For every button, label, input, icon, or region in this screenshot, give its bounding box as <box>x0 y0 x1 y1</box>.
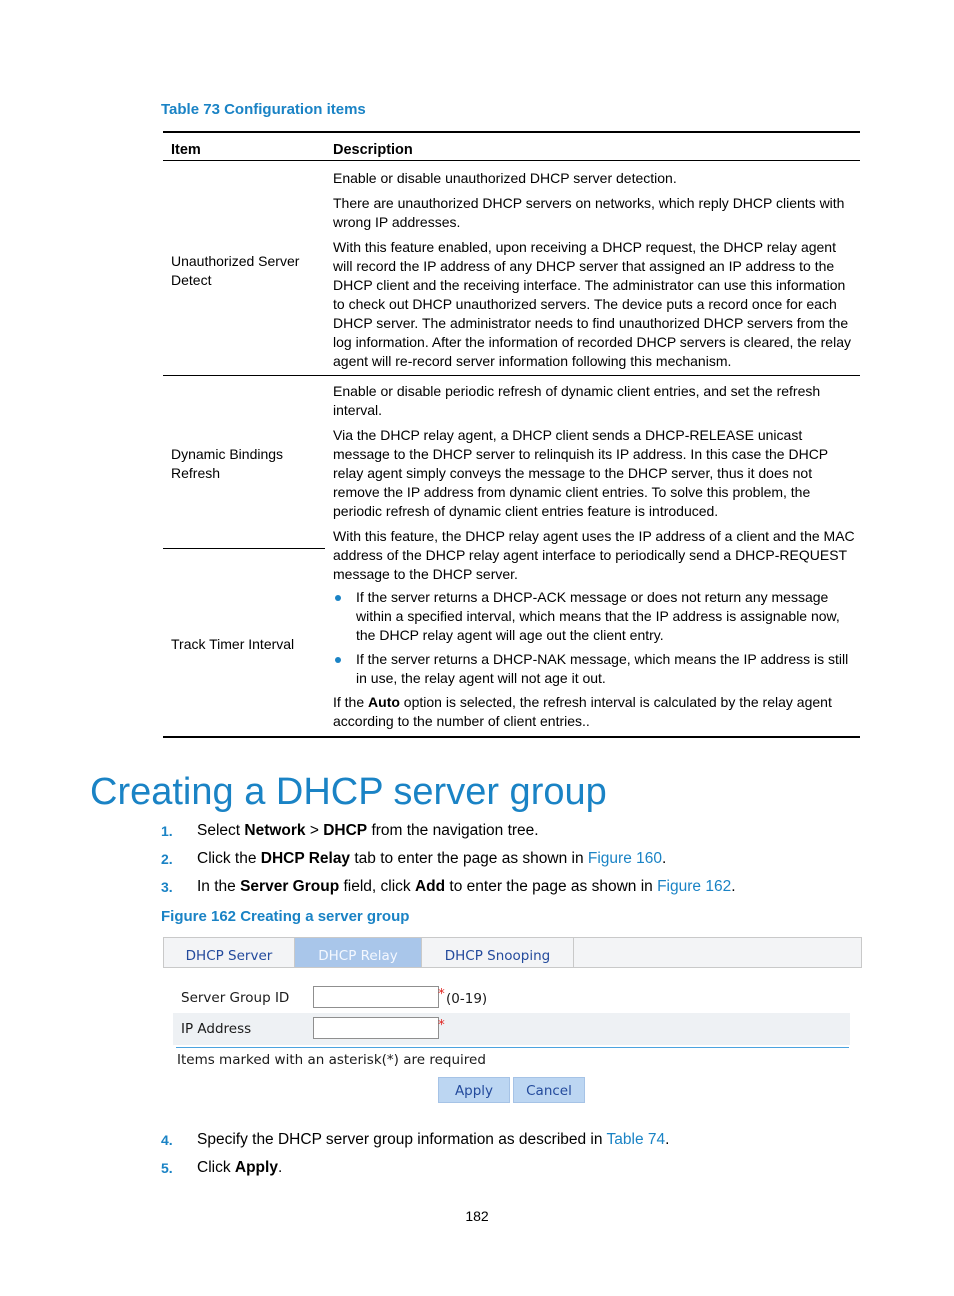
description-paragraph: There are unauthorized DHCP servers on networks, which reply DHCP clients with wrong IP addresses. <box>333 195 845 230</box>
figure-160-link[interactable]: Figure 160 <box>587 850 662 867</box>
server-group-id-row <box>173 982 850 1014</box>
figure-162-link[interactable]: Figure 162 <box>657 878 732 895</box>
description-paragraph: Enable or disable periodic refresh of dynamic client entries, and set the refresh interval. <box>333 383 821 418</box>
tab-dhcp-relay[interactable]: DHCP Relay <box>295 938 422 967</box>
description-paragraph: Enable or disable unauthorized DHCP server detection. <box>333 170 677 186</box>
bullet-icon <box>335 657 341 663</box>
bold-text: Add <box>414 878 446 895</box>
server-group-id-input[interactable] <box>313 986 439 1008</box>
text: . <box>665 1131 670 1148</box>
cancel-button[interactable]: Cancel <box>513 1077 585 1103</box>
description-paragraph: With this feature enabled, upon receiving a DHCP request, the DHCP relay agent will record the IP address of any DHCP server that assigned an IP address to the DHCP client and the receiving interface. The administrator can use this information to check out DHCP unauthorized servers. The device puts a record once for each DHCP server. The administrator needs to find unauthorized DHCP servers from the log information. After the information of recorded DHCP servers is cleared, the relay agent will re-record server information following this mechanism. <box>333 239 851 369</box>
text: option is selected, the refresh interval is calculated by the relay agent according to the number of client entries.. <box>333 694 832 729</box>
table-caption: Table 73 Configuration items <box>161 101 366 118</box>
header-item: Item <box>171 142 201 158</box>
text: tab to enter the page as shown in <box>350 850 588 867</box>
bullet-list <box>333 588 857 688</box>
step-number: 1. <box>161 823 173 839</box>
table-74-link[interactable]: Table 74 <box>606 1131 666 1148</box>
server-group-form-screenshot <box>163 937 862 1107</box>
range-hint: (0-19) <box>446 991 488 1007</box>
row-divider <box>163 375 860 376</box>
page-number: 182 <box>465 1208 489 1224</box>
list-item <box>333 588 857 645</box>
text: Select <box>197 822 245 839</box>
bullet-text: If the server returns a DHCP-ACK message or does not return any message within a specified interval, which means that the IP address is assignable now, the DHCP relay agent will age out the client entry. <box>356 589 840 643</box>
text: from the navigation tree. <box>367 822 539 839</box>
header-description: Description <box>333 142 413 158</box>
step-1 <box>161 820 736 848</box>
tab-dhcp-snooping[interactable]: DHCP Snooping <box>422 938 574 967</box>
table-bottom-rule <box>163 736 860 738</box>
list-item <box>333 650 857 688</box>
auto-option-bold: Auto <box>368 694 400 710</box>
procedure-steps-continued <box>161 1129 669 1185</box>
form-divider <box>176 1047 849 1048</box>
step-number: 3. <box>161 879 173 895</box>
text: Click the <box>197 850 261 867</box>
step-5 <box>161 1157 669 1185</box>
bold-text: DHCP Relay <box>260 850 351 867</box>
bullet-icon <box>335 595 341 601</box>
section-heading: Creating a DHCP server group <box>90 771 607 813</box>
procedure-steps <box>161 820 736 904</box>
text: If the <box>333 694 369 710</box>
text: Specify the DHCP server group information as described in <box>197 1131 607 1148</box>
description-paragraph: Via the DHCP relay agent, a DHCP client sends a DHCP-RELEASE unicast message to the DHCP server to relinquish its IP address. In this case the DHCP relay agent simply conveys the message to the DHCP server, thus it does not remove the IP address from dynamic client entries. To solve this problem, the periodic refresh of dynamic client entries feature is introduced. <box>333 427 828 519</box>
text: In the <box>197 878 241 895</box>
ip-address-input[interactable] <box>313 1017 439 1039</box>
tab-bar <box>163 937 862 968</box>
bold-text: DHCP <box>323 822 368 839</box>
ip-address-label: IP Address <box>181 1021 252 1037</box>
step-number: 4. <box>161 1132 173 1148</box>
step-4 <box>161 1129 669 1157</box>
row-divider-item-column <box>163 548 325 549</box>
configuration-table <box>163 131 860 739</box>
required-note: Items marked with an asterisk(*) are required <box>177 1052 486 1068</box>
item-dynamic-bindings-refresh: Dynamic Bindings Refresh <box>171 446 284 481</box>
server-group-id-label: Server Group ID <box>181 990 290 1006</box>
required-asterisk: * <box>438 986 445 1002</box>
item-unauthorized-server-detect: Unauthorized Server Detect <box>171 253 300 288</box>
tab-dhcp-server[interactable]: DHCP Server <box>164 938 295 967</box>
item-track-timer-interval: Track Timer Interval <box>171 636 295 652</box>
step-number: 5. <box>161 1160 173 1176</box>
text: Click <box>197 1159 235 1176</box>
text: field, click <box>339 878 415 895</box>
bullet-text: If the server returns a DHCP-NAK message, which means the IP address is still in use, the relay agent will not age it out. <box>356 651 849 686</box>
text: to enter the page as shown in <box>445 878 658 895</box>
bold-text: Network <box>244 822 306 839</box>
bold-text: Apply <box>234 1159 278 1176</box>
description-dynamic-bindings <box>333 382 857 737</box>
text: . <box>277 1159 283 1176</box>
figure-caption: Figure 162 Creating a server group <box>161 908 410 925</box>
description-unauthorized <box>333 169 857 377</box>
text: . <box>662 850 667 867</box>
text: > <box>305 822 324 839</box>
description-paragraph: With this feature, the DHCP relay agent uses the IP address of a client and the MAC address of the DHCP relay agent interface to periodically send a DHCP-REQUEST message to the DHCP server. <box>333 528 855 582</box>
step-3 <box>161 876 736 904</box>
step-number: 2. <box>161 851 173 867</box>
required-asterisk: * <box>438 1017 445 1033</box>
apply-button[interactable]: Apply <box>438 1077 510 1103</box>
header-rule <box>163 160 860 161</box>
bold-text: Server Group <box>240 878 340 895</box>
ip-address-row <box>173 1013 850 1045</box>
step-2 <box>161 848 736 876</box>
table-top-rule <box>163 131 860 133</box>
description-paragraph <box>333 693 857 731</box>
text: . <box>731 878 736 895</box>
